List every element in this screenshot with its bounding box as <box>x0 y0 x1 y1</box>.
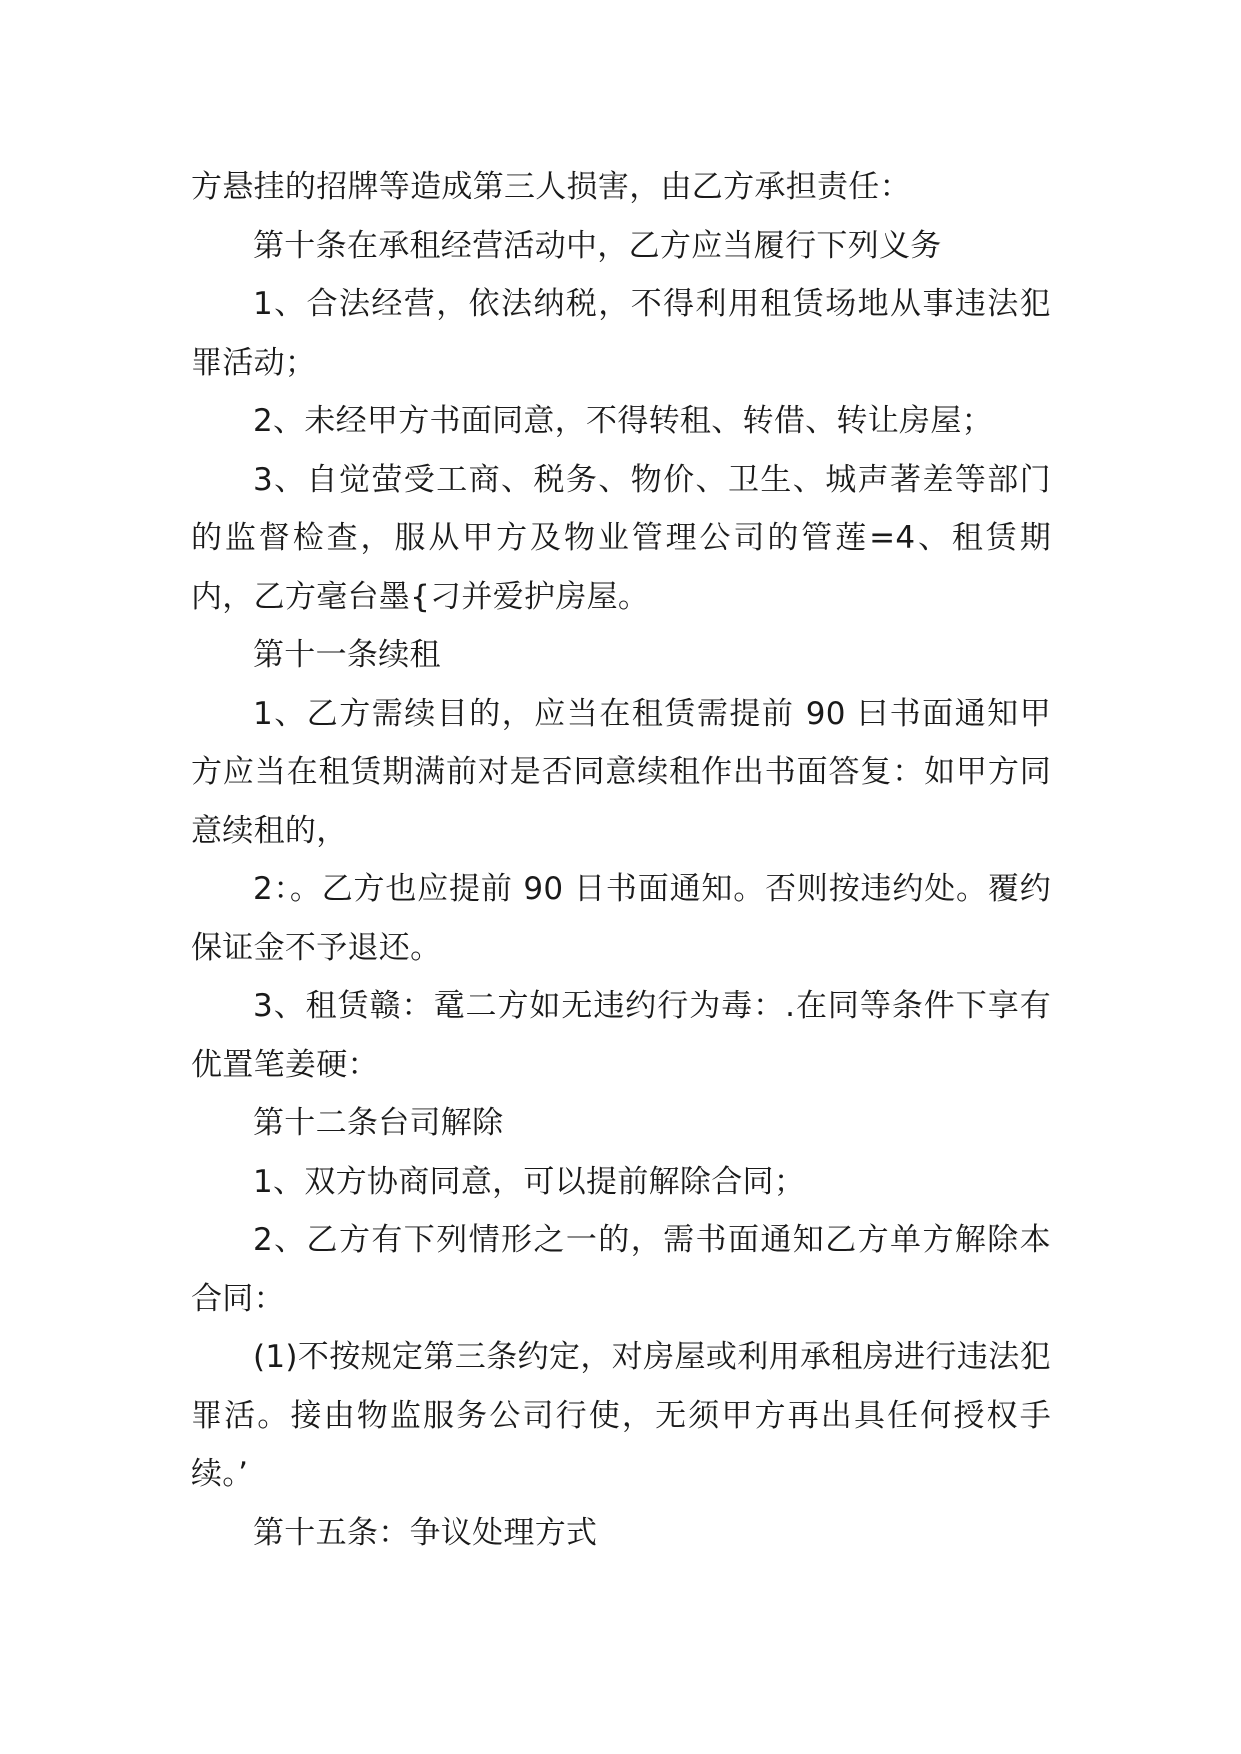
article-12-subitem-1: (1)不按规定第三条约定，对房屋或利用承租房进行违法犯罪活。接由物监服务公司行使，无须甲方再出具任何授权手续。’ <box>191 1339 1051 1492</box>
article-11-item-1: 1、乙方需续目的，应当在租赁需提前 90 曰书面通知甲方应当在租赁期满前对是否同意续租作出书面答复：如甲方同意续租的， <box>191 695 1051 849</box>
article-11-item-3: 3、租赁赣：鼋二方如无违约行为毒：.在同等条件下享有优置笔姜硬： <box>191 988 1051 1083</box>
article-10-item-3: 3、自觉萤受工商、税务、物价、卫生、城声著差等部门的监督检查，服从甲方及物业管理公司的管莲=4、租赁期内，乙方毫台墨{刁并爱护房屋。 <box>191 461 1051 615</box>
article-10-heading: 第十条在承租经营活动中，乙方应当履行下列义务 <box>253 227 942 264</box>
article-10-item-2: 2、未经甲方书面同意，不得转租、转借、转让房屋； <box>253 403 993 439</box>
article-12-item-1: 1、双方协商同意，可以提前解除合同； <box>253 1163 806 1200</box>
article-12-item-2: 2、乙方有下列情形之一的，需书面通知乙方单方解除本合同： <box>191 1222 1051 1317</box>
document-body <box>191 158 1051 1562</box>
article-10-item-1: 1、合法经营，依法纳税，不得利用租赁场地从事违法犯罪活动； <box>191 286 1051 381</box>
article-12-heading: 第十二条台司解除 <box>253 1105 504 1141</box>
article-11-item-2: 2：。乙方也应提前 90 日书面通知。否则按违约处。覆约保证金不予退还。 <box>191 871 1051 966</box>
article-11-heading: 第十一条续租 <box>253 637 441 673</box>
paragraph-continuation: 方悬挂的招牌等造成第三人损害，由乙方承担责任： <box>191 169 911 205</box>
article-15-heading: 第十五条：争议处理方式 <box>253 1514 598 1551</box>
